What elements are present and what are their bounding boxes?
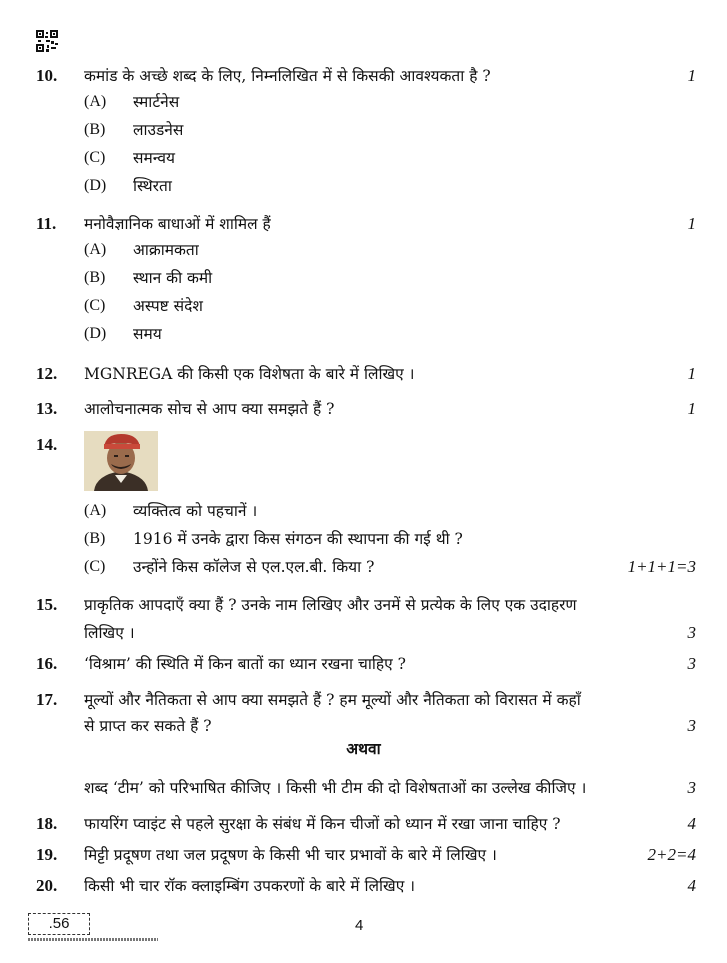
question-17 bbox=[36, 688, 696, 738]
option-c: (C) उन्होंने किस कॉलेज से एल.एल.बी. किया ? 1+1+1=3 bbox=[36, 553, 696, 581]
option-b: (B) 1916 में उनके द्वारा किस संगठन की स्थापना की गई थी ? bbox=[84, 530, 463, 548]
question-marks: 1+1+1=3 bbox=[627, 557, 696, 576]
question-number: 20. bbox=[36, 876, 58, 895]
question-number: 12. bbox=[36, 364, 58, 383]
option-a: (A) व्यक्तित्व को पहचानें । bbox=[84, 502, 258, 520]
question-number: 17. bbox=[36, 690, 58, 709]
question-marks: 3 bbox=[687, 623, 696, 642]
question-10 bbox=[36, 64, 696, 200]
question-marks: 4 bbox=[687, 814, 696, 833]
barcode-strip bbox=[28, 938, 158, 941]
question-number: 10. bbox=[36, 66, 58, 85]
question-text-line-1: प्राकृतिक आपदाएँ क्या हैं ? उनके नाम लिखिए और उनमें से प्रत्येक के लिए एक उदाहरण bbox=[84, 596, 577, 614]
question-marks: 2+2=4 bbox=[647, 845, 696, 864]
question-text-line-2: लिखिए । bbox=[84, 624, 135, 642]
question-text-line-1: मूल्यों और नैतिकता से आप क्या समझते हैं ? हम मूल्यों और नैतिकता को विरासत में कहाँ bbox=[84, 691, 581, 709]
question-marks: 4 bbox=[687, 876, 696, 895]
question-text: कमांड के अच्छे शब्द के लिए, निम्नलिखित में से किसकी आवश्यकता है ? bbox=[84, 67, 491, 85]
question-text: MGNREGA की किसी एक विशेषता के बारे में लिखिए । bbox=[84, 365, 415, 383]
question-number: 11. bbox=[36, 214, 57, 233]
or-label: अथवा bbox=[346, 739, 381, 758]
question-16 bbox=[36, 652, 696, 676]
option-a: (A) आक्रामकता bbox=[84, 241, 199, 259]
question-text: किसी भी चार रॉक क्लाइम्बिंग उपकरणों के बारे में लिखिए । bbox=[84, 877, 416, 895]
question-number: 14. bbox=[36, 435, 58, 454]
question-marks: 1 bbox=[687, 214, 696, 233]
option-c: (C) अस्पष्ट संदेश bbox=[84, 297, 203, 315]
question-text: फायरिंग प्वाइंट से पहले सुरक्षा के संबंध में किन चीजों को ध्यान में रखा जाना चाहिए ? bbox=[84, 815, 561, 833]
question-14-options bbox=[36, 497, 696, 581]
portrait-image-icon bbox=[84, 431, 158, 491]
question-text: ‘विश्राम’ की स्थिति में किन बातों का ध्यान रखना चाहिए ? bbox=[84, 655, 406, 673]
question-13 bbox=[36, 397, 696, 421]
question-19 bbox=[36, 843, 696, 867]
question-number: 19. bbox=[36, 845, 58, 864]
question-number: 16. bbox=[36, 654, 58, 673]
question-18 bbox=[36, 812, 696, 836]
question-number: 15. bbox=[36, 595, 58, 614]
question-marks: 1 bbox=[687, 364, 696, 383]
question-marks: 3 bbox=[687, 778, 696, 797]
paper-code: .56 bbox=[28, 913, 90, 935]
question-text: मिट्टी प्रदूषण तथा जल प्रदूषण के किसी भी चार प्रभावों के बारे में लिखिए । bbox=[84, 846, 497, 864]
question-marks: 3 bbox=[687, 716, 696, 735]
option-c: (C) समन्वय bbox=[84, 149, 175, 167]
question-11 bbox=[36, 212, 696, 348]
option-a: (A) स्मार्टनेस bbox=[84, 93, 180, 111]
question-marks: 3 bbox=[687, 654, 696, 673]
question-15 bbox=[36, 593, 696, 645]
option-b: (B) स्थान की कमी bbox=[84, 269, 213, 287]
question-marks: 1 bbox=[687, 66, 696, 85]
option-b: (B) लाउडनेस bbox=[84, 121, 184, 139]
page-number: 4 bbox=[355, 917, 364, 934]
question-text: शब्द ‘टीम’ को परिभाषित कीजिए । किसी भी टीम की दो विशेषताओं का उल्लेख कीजिए । bbox=[84, 779, 587, 797]
question-number: 18. bbox=[36, 814, 58, 833]
question-number: 13. bbox=[36, 399, 58, 418]
option-d: (D) समय bbox=[84, 325, 162, 343]
option-d: (D) स्थिरता bbox=[84, 177, 172, 195]
question-text-line-2: से प्राप्त कर सकते हैं ? bbox=[84, 717, 212, 735]
question-12 bbox=[36, 362, 696, 386]
question-17-alternative bbox=[36, 776, 696, 800]
question-marks: 1 bbox=[687, 399, 696, 418]
qr-code-icon bbox=[36, 30, 58, 52]
question-20 bbox=[36, 874, 696, 898]
question-text: मनोवैज्ञानिक बाधाओं में शामिल हैं bbox=[84, 215, 271, 233]
portrait-photo bbox=[84, 431, 158, 491]
question-text: आलोचनात्मक सोच से आप क्या समझते हैं ? bbox=[84, 400, 335, 418]
